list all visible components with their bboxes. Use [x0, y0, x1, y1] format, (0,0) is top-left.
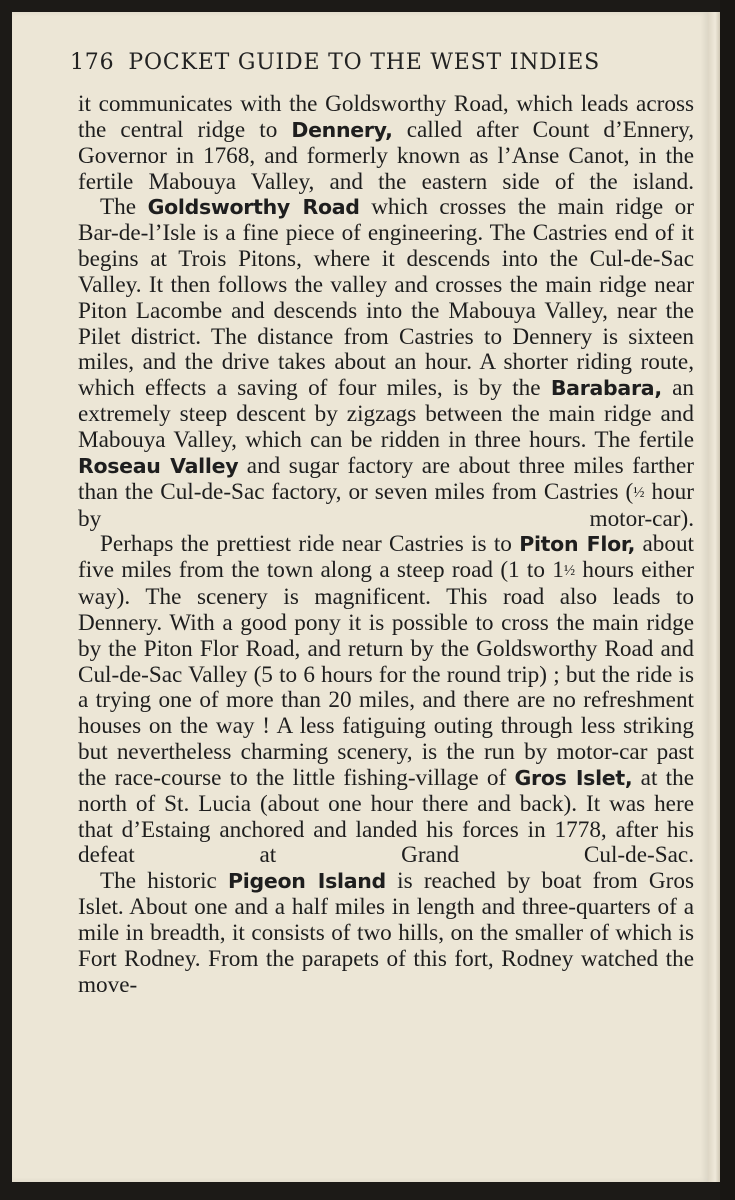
p1-text-a: it communicates with the Goldsworthy Road, which leads across the central ridge to: [78, 91, 694, 143]
p2-text-c: which crosses the main ridge or Bar-de-l’Isle is a fine piece of engineering. The Castries end of it begins at Trois Pitons, where it descends into the Cul-de-Sac Valley. It then follows the valley and crosses the main ridge near Piton Lacombe and descends into the Mabouya Valley, near the Pilet district. The distance from Castries to Dennery is sixteen miles, and the drive takes about an hour. A shorter riding route, which effects a saving of four miles, is by the: [78, 194, 694, 402]
p2-bold-goldsworthy: Goldsworthy Road: [147, 195, 360, 220]
p4-bold-pigeon-island: Pigeon Island: [228, 869, 386, 894]
paragraph-3: [78, 532, 694, 869]
p3-text-e: at the north of St. Lucia (about one hour there and back). It was here that d’Estaing anchored and landed his forces in 1778, after his defeat at Grand Cul-de-Sac.: [78, 764, 695, 869]
paragraph-4: [78, 869, 694, 998]
p3-bold-piton-flor: Piton Flor,: [519, 532, 636, 557]
p3-text-d: hours either way). The scenery is magnificent. This road also leads to Dennery. With a good pony it is possible to cross the main ridge by the Piton Flor Road, and return by the Goldsworthy Road and Cul-de-Sac Valley (5 to 6 hours for the round trip) ; but the ride is a trying one of more than 20 miles, and there are no refreshment houses on the way ! A less fatiguing outing through less striking but nevertheless charming scenery, is the run by motor-car past the race-course to the little fishing-village of: [78, 557, 694, 791]
page-right-margin: [708, 12, 720, 1182]
p2-text-f: hour by motor-car).: [78, 478, 694, 532]
p3-text-a: Perhaps the prettiest ride near Castries is to: [100, 531, 520, 558]
p2-text-a: The: [100, 194, 148, 221]
paragraph-2: [78, 195, 694, 532]
running-header: [70, 50, 640, 75]
p4-text-a: The historic: [100, 868, 229, 895]
body-text: [78, 92, 694, 999]
p2-text-e: and sugar factory are about three miles farther than the Cul-de-Sac factory, or seven miles from Castries (: [78, 452, 694, 505]
p3-fraction: ½: [563, 563, 576, 580]
p1-text-c: called after Count d’Ennery, Governor in 1768, and formerly known as l’Anse Canot, in the fertile Mabouya Valley, and the eastern side of the island.: [78, 116, 694, 195]
p4-text-c: is reached by boat from Gros Islet. About one and a half miles in length and three-quarters of a mile in breadth, it consists of two hills, on the smaller of which is Fort Rodney. From the parapets of this fort, Rodney watched the move-: [78, 868, 694, 998]
book-edge: [720, 0, 735, 1200]
running-title: POCKET GUIDE TO THE WEST INDIES: [128, 50, 600, 75]
paragraph-1: [78, 92, 694, 195]
p2-fraction: ½: [633, 484, 645, 501]
p3-bold-gros-islet: Gros Islet,: [514, 765, 633, 790]
p2-bold-roseau: Roseau Valley: [78, 453, 239, 478]
p2-text-d: an extremely steep descent by zigzags between the main ridge and Mabouya Valley, which can be ridden in three hours. The fertile: [78, 375, 695, 453]
p3-text-c: about five miles from the town along a steep road (1 to 1: [78, 531, 694, 584]
p1-bold-dennery: Dennery,: [291, 117, 393, 142]
p2-bold-barabara: Barabara,: [550, 376, 662, 401]
page-number: 176: [70, 50, 115, 75]
